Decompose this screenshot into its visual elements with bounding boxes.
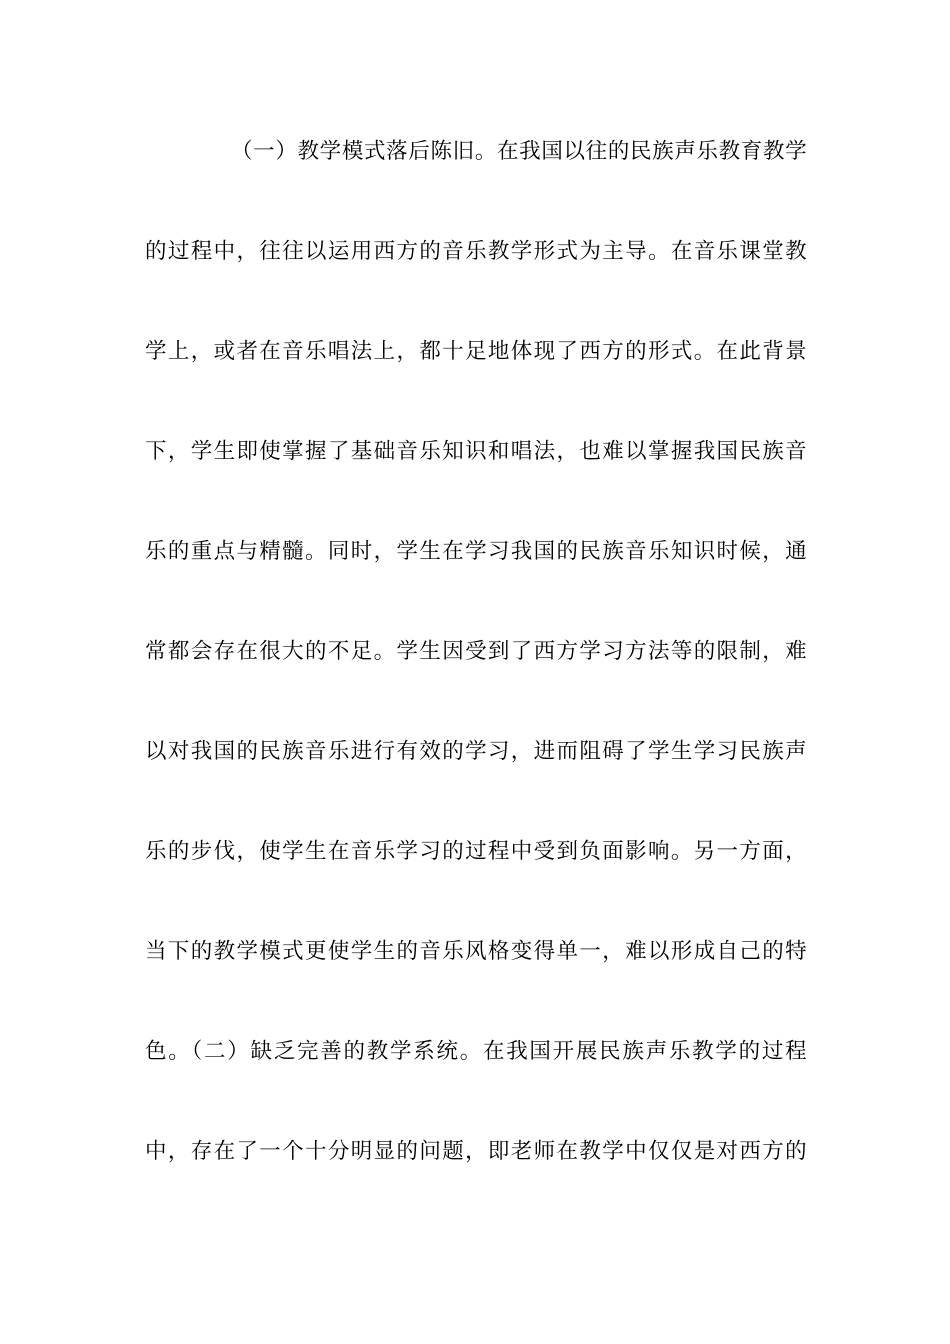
text-line: 乐的步伐，使学生在音乐学习的过程中受到负面影响。另一方面，: [145, 839, 807, 864]
text-line: 色。（二）缺乏完善的教学系统。在我国开展民族声乐教学的过程: [145, 1039, 807, 1064]
text-line: 中，存在了一个十分明显的问题，即老师在教学中仅仅是对西方的: [145, 1139, 807, 1164]
body-paragraph: [145, 131, 807, 1231]
text-line: 以对我国的民族音乐进行有效的学习，进而阻碍了学生学习民族声: [145, 739, 807, 764]
text-line: 当下的教学模式更使学生的音乐风格变得单一，难以形成自己的特: [145, 939, 807, 964]
text-line: 下，学生即使掌握了基础音乐知识和唱法，也难以掌握我国民族音: [145, 439, 807, 464]
text-line: 学上，或者在音乐唱法上，都十足地体现了西方的形式。在此背景: [145, 339, 807, 364]
text-line: 常都会存在很大的不足。学生因受到了西方学习方法等的限制，难: [145, 639, 807, 664]
text-line: 的过程中，往往以运用西方的音乐教学形式为主导。在音乐课堂教: [145, 239, 807, 264]
text-line: 乐的重点与精髓。同时，学生在学习我国的民族音乐知识时候，通: [145, 539, 807, 564]
text-line: （一）教学模式落后陈旧。在我国以往的民族声乐教育教学: [231, 139, 807, 164]
